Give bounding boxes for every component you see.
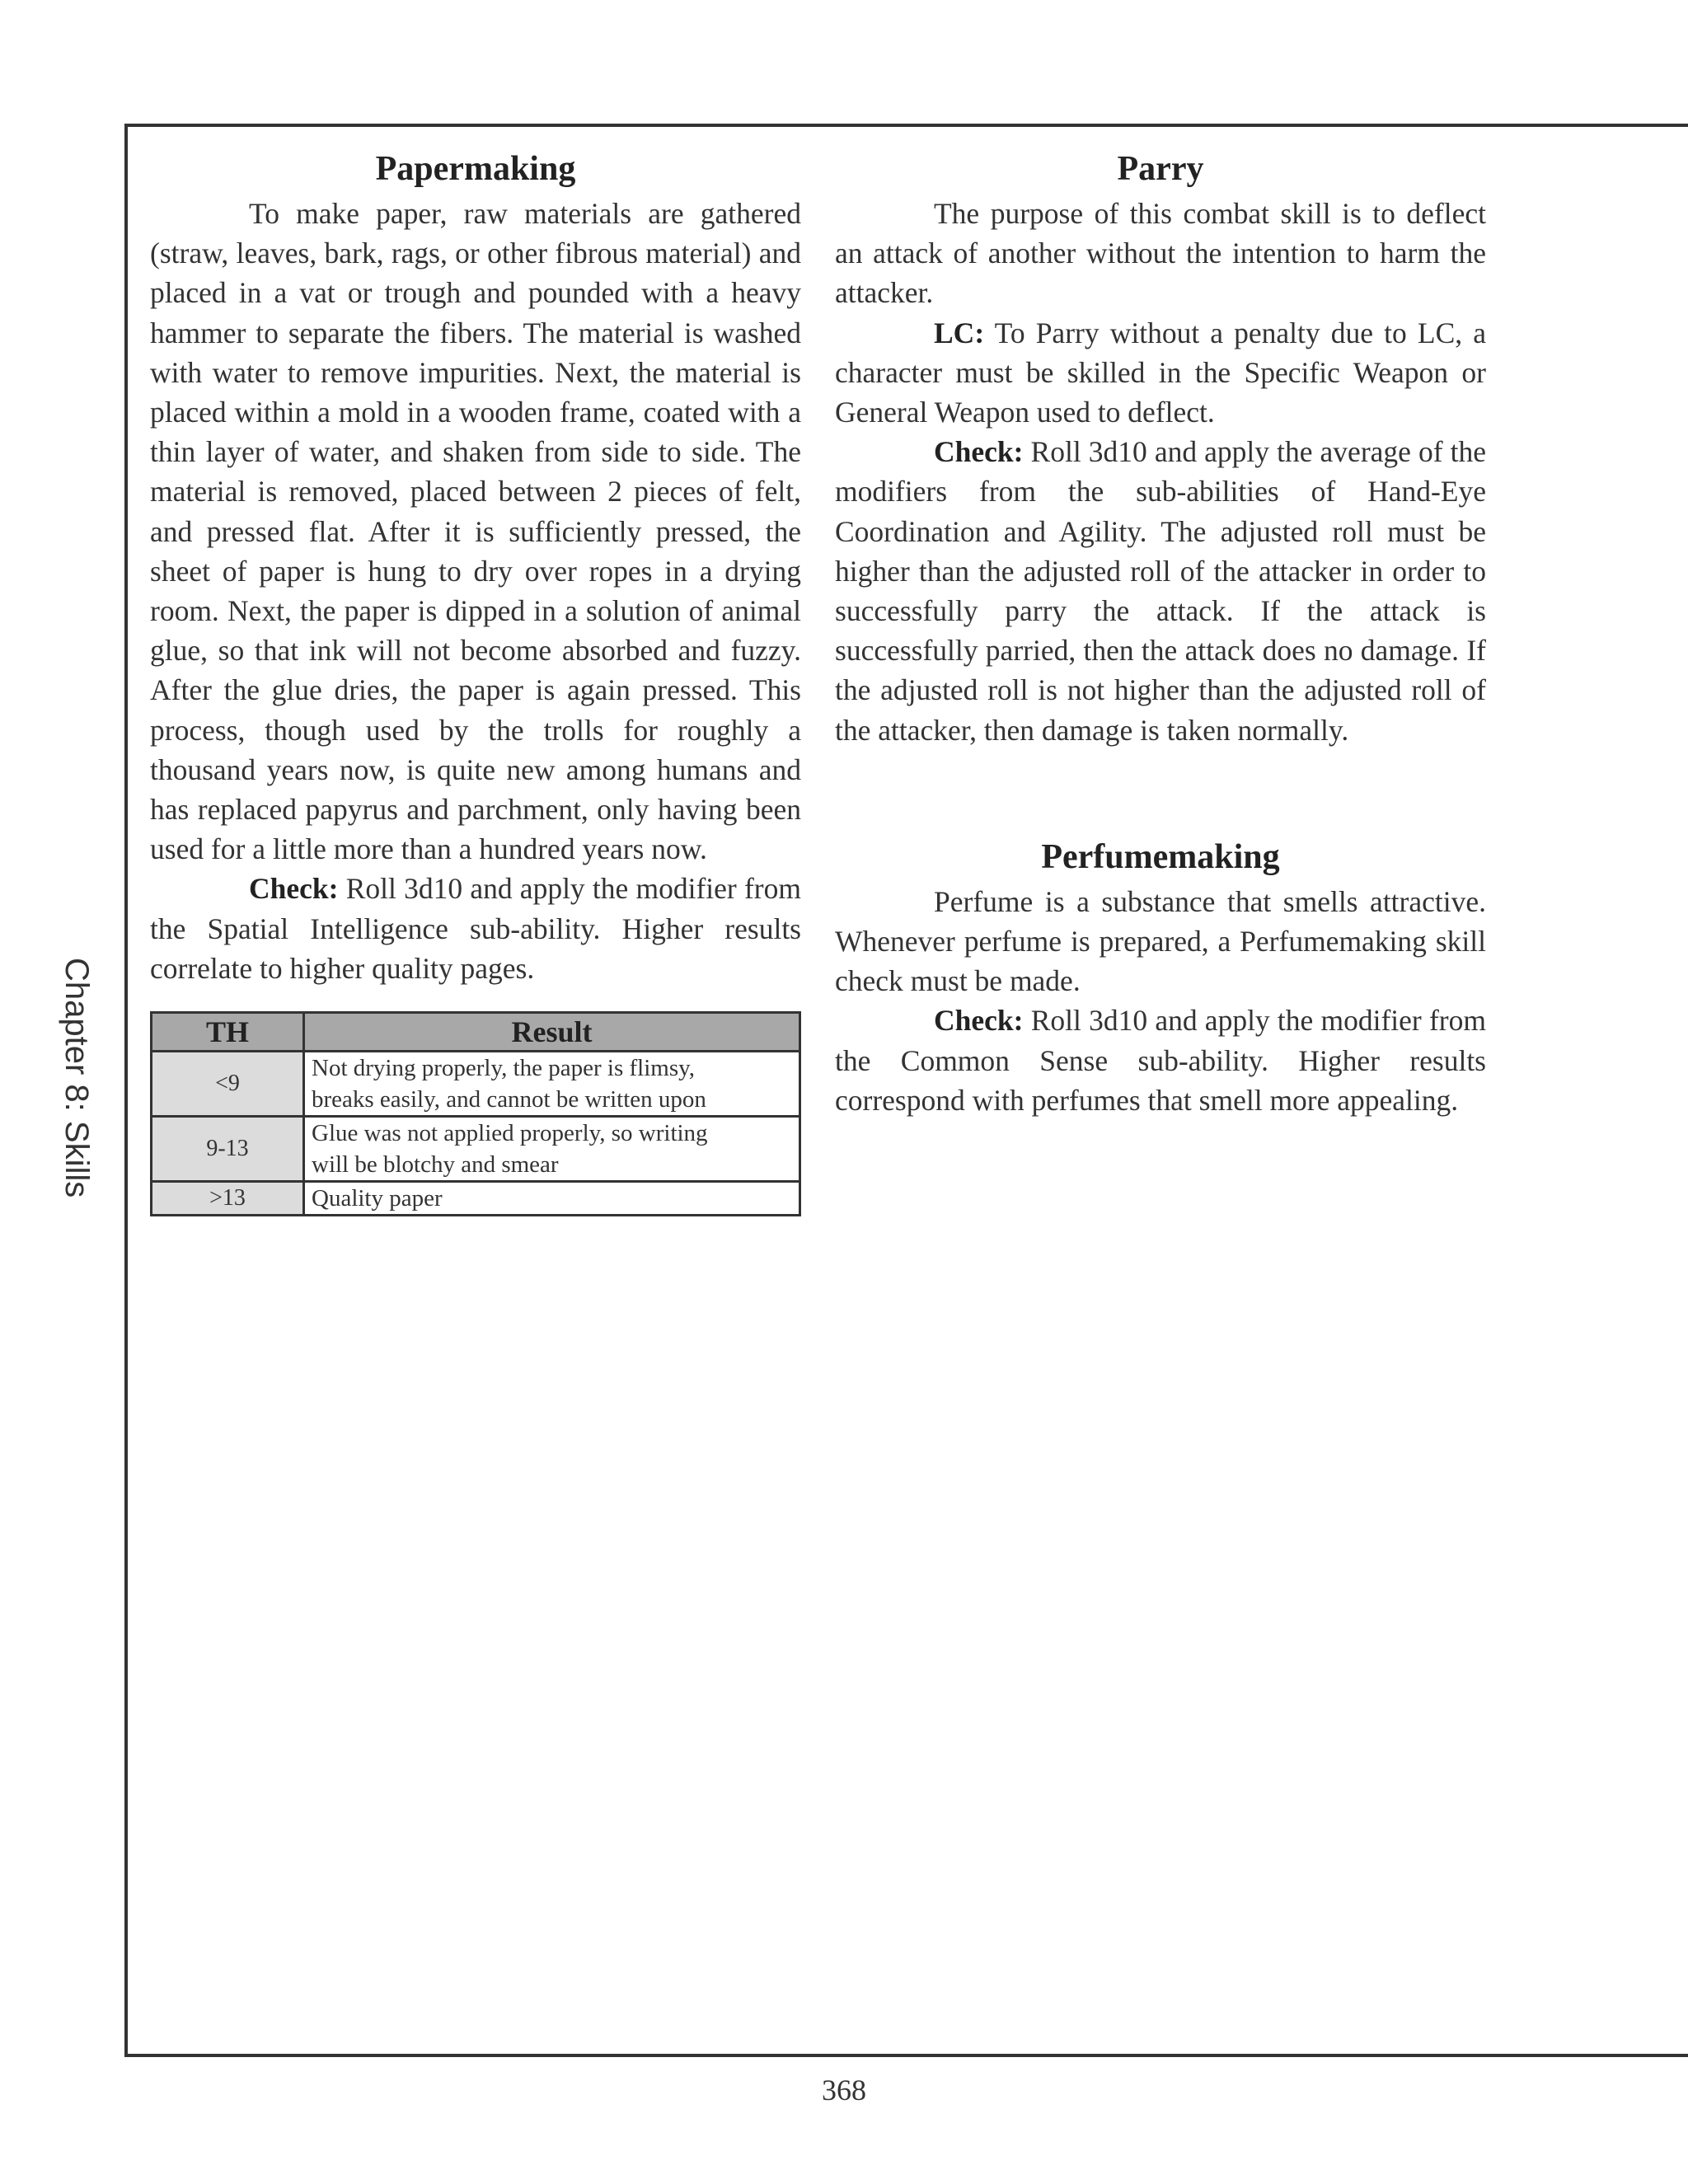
table-cell-result <box>304 1182 800 1216</box>
right-column <box>835 144 1486 1120</box>
parry-lc <box>835 313 1486 433</box>
table-row <box>152 1117 800 1182</box>
result-line: Quality paper <box>312 1185 443 1212</box>
table-row <box>152 1182 800 1216</box>
parry-intro: The purpose of this combat skill is to deflect an attack of another without the intention to harm the attacker. <box>835 197 1486 310</box>
table-cell-th: >13 <box>152 1182 304 1216</box>
parry-title: Parry <box>1117 150 1204 188</box>
parry-check-text: Roll 3d10 and apply the average of the modifiers from the sub-abilities of Hand-Eye Coordination and Agility. The adjusted roll must be higher than the adjusted roll of the attacker in order to successfully parry the attack. If the attack is successfully parried, then the attack does no damage. If the adjusted roll is not higher than the adjusted roll of the attacker, then damage is taken normally. <box>835 435 1486 747</box>
parry-check-label: Check: <box>934 435 1024 469</box>
perfumemaking-intro: Perfume is a substance that smells attractive. Whenever perfume is prepared, a Perfumemaking skill check must be made. <box>835 884 1486 998</box>
result-line: will be blotchy and smear <box>312 1151 559 1179</box>
table-cell-result <box>304 1052 800 1117</box>
section-spacer <box>835 750 1486 832</box>
papermaking-body: To make paper, raw materials are gathered (straw, leaves, bark, rags, or other fibrous material) and placed in a vat or trough and pounded with a heavy hammer to separate the fibers. The material is washed with water to remove impurities. Next, the material is placed within a mold in a wooden frame, coated with a thin layer of water, and shaken from side to side. The material is removed, placed between 2 pieces of felt, and pressed flat. After it is sufficiently pressed, the sheet of paper is hung to dry over ropes in a drying room. Next, the paper is dipped in a solution of animal glue, so that ink will not become absorbed and fuzzy. After the glue dries, the paper is again pressed. This process, though used by the trolls for roughly a thousand years now, is quite new among humans and has replaced papyrus and parchment, only having been used for a little more than a hundred years now. <box>150 197 801 866</box>
perfumemaking-check <box>835 1001 1486 1120</box>
perfumemaking-check-text: Roll 3d10 and apply the modifier from the Common Sense sub-ability. Higher results correspond with perfumes that smell more appealing. <box>835 1004 1486 1117</box>
left-column <box>150 144 801 1216</box>
result-line: breaks easily, and cannot be written upon <box>312 1086 706 1113</box>
table-header-result: Result <box>304 1013 800 1052</box>
parry-lc-text: To Parry without a penalty due to LC, a character must be skilled in the Specific Weapon or General Weapon used to deflect. <box>835 316 1486 429</box>
papermaking-table <box>150 1011 801 1216</box>
perfumemaking-title: Perfumemaking <box>1041 837 1280 876</box>
table-header-th: TH <box>152 1013 304 1052</box>
papermaking-title: Papermaking <box>375 150 576 188</box>
papermaking-check <box>150 869 801 988</box>
parry-check <box>835 432 1486 750</box>
table-cell-result <box>304 1117 800 1182</box>
table-cell-th: 9-13 <box>152 1117 304 1182</box>
papermaking-check-text: Roll 3d10 and apply the modifier from the Spatial Intelligence sub-ability. Higher results correlate to higher quality pages. <box>150 872 801 985</box>
table-cell-th: <9 <box>152 1052 304 1117</box>
result-line: Glue was not applied properly, so writing <box>312 1120 708 1147</box>
table-header-row <box>152 1013 800 1052</box>
result-line: Not drying properly, the paper is flimsy, <box>312 1055 695 1082</box>
table-row <box>152 1052 800 1117</box>
papermaking-check-label: Check: <box>249 872 339 906</box>
perfumemaking-check-label: Check: <box>934 1004 1024 1038</box>
chapter-label: Chapter 8: Skills <box>59 958 95 1198</box>
page-number: 368 <box>822 2074 866 2107</box>
parry-lc-label: LC: <box>934 316 985 349</box>
